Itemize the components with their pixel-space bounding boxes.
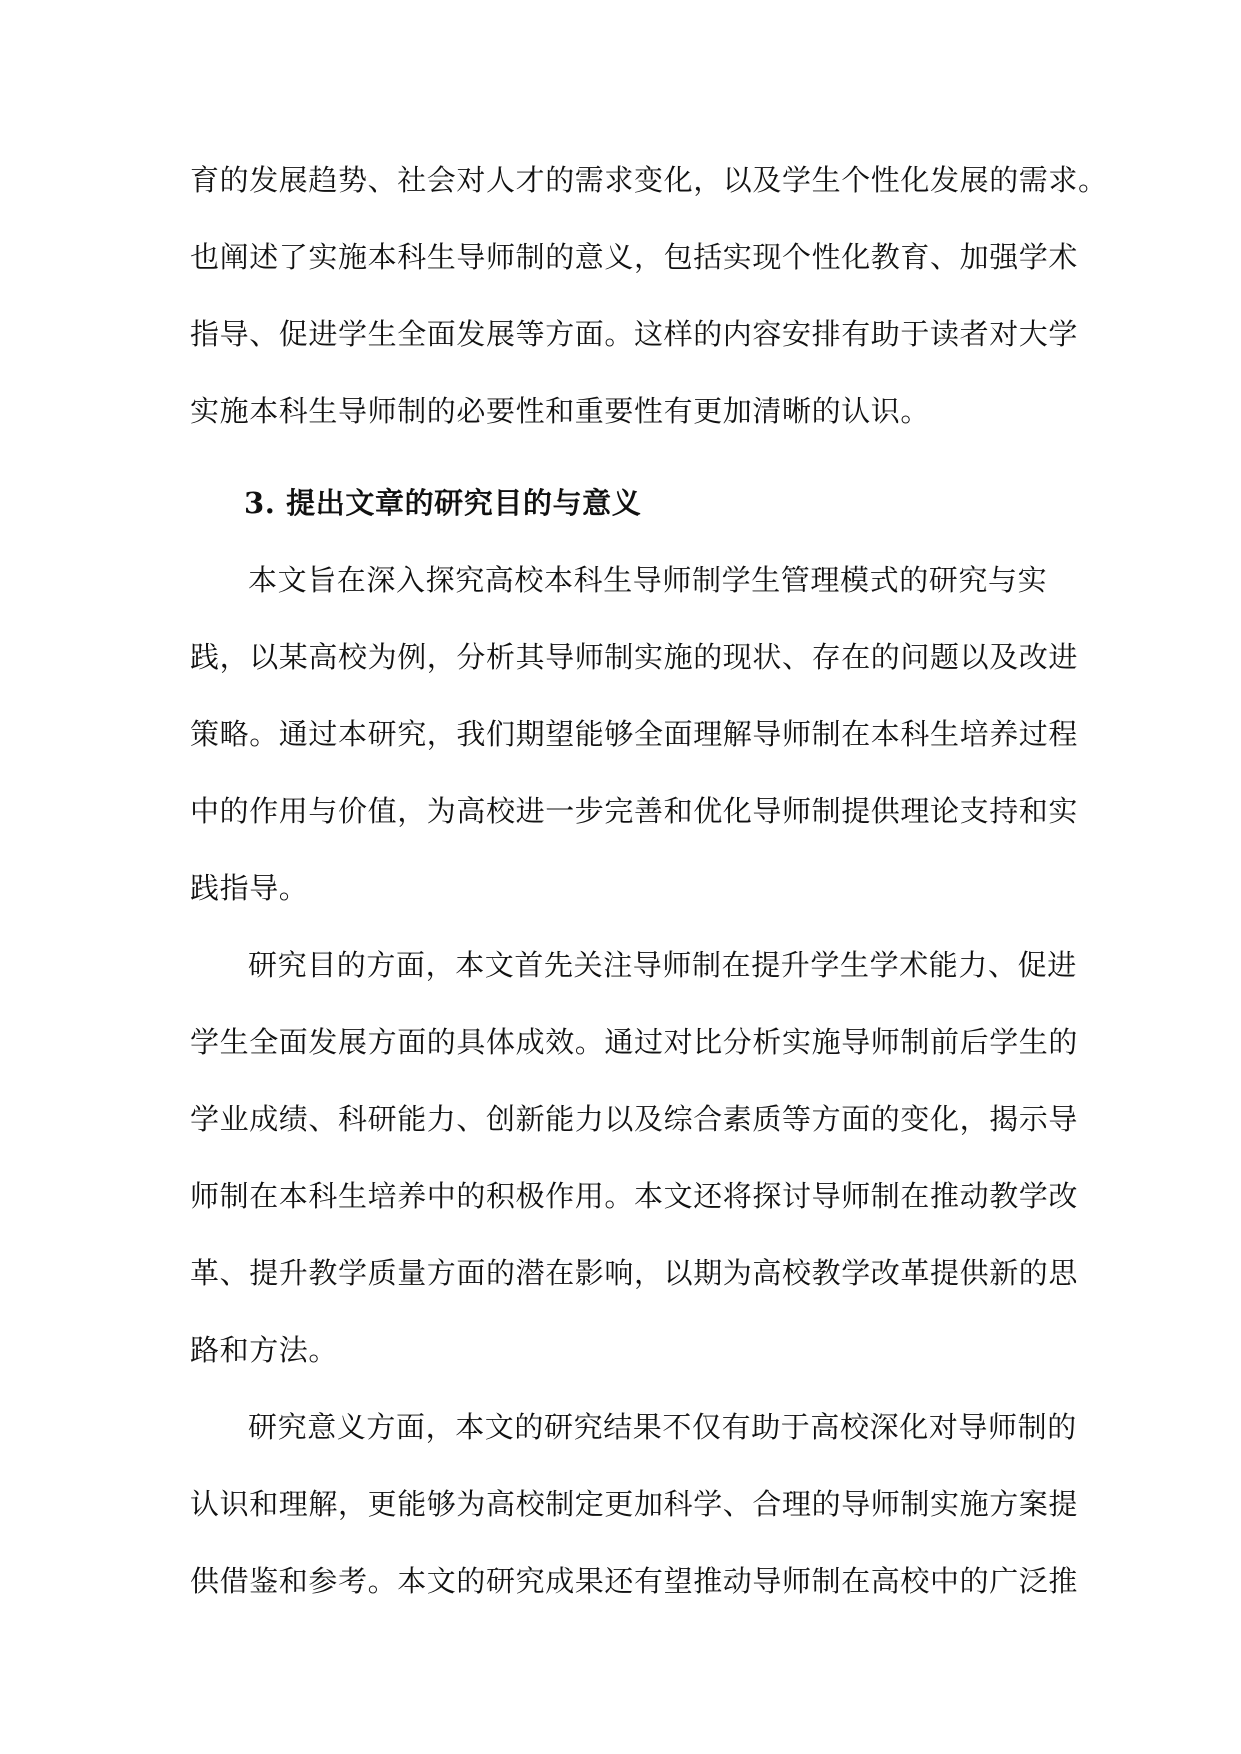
text-line: 指导、促进学生全面发展等方面。这样的内容安排有助于读者对大学 — [190, 317, 1079, 351]
text-line: 也阐述了实施本科生导师制的意义，包括实现个性化教育、加强学术 — [190, 240, 1079, 274]
text-line: 学业成绩、科研能力、创新能力以及综合素质等方面的变化，揭示导 — [190, 1102, 1079, 1136]
text-line: 认识和理解，更能够为高校制定更加科学、合理的导师制实施方案提 — [190, 1487, 1079, 1521]
paragraph-purpose — [190, 927, 1079, 1389]
paragraph-intro — [190, 542, 1079, 927]
section-heading: 3. 提出文章的研究目的与意义 — [244, 486, 642, 520]
text-line: 供借鉴和参考。本文的研究成果还有望推动导师制在高校中的广泛推 — [190, 1564, 1079, 1598]
text-line: 实施本科生导师制的必要性和重要性有更加清晰的认识。 — [190, 394, 931, 428]
text-line: 践，以某高校为例，分析其导师制实施的现状、存在的问题以及改进 — [190, 640, 1079, 674]
paragraph-previous — [190, 142, 1108, 450]
text-line: 研究意义方面，本文的研究结果不仅有助于高校深化对导师制的 — [248, 1410, 1077, 1444]
document-page — [190, 142, 1108, 1620]
text-line: 本文旨在深入探究高校本科生导师制学生管理模式的研究与实 — [248, 563, 1048, 597]
text-line: 学生全面发展方面的具体成效。通过对比分析实施导师制前后学生的 — [190, 1025, 1079, 1059]
text-line: 中的作用与价值，为高校进一步完善和优化导师制提供理论支持和实 — [190, 794, 1079, 828]
text-line: 育的发展趋势、社会对人才的需求变化，以及学生个性化发展的需求。 — [190, 163, 1108, 197]
text-line: 策略。通过本研究，我们期望能够全面理解导师制在本科生培养过程 — [190, 717, 1079, 751]
text-line: 践指导。 — [190, 871, 309, 905]
paragraph-significance — [190, 1389, 1079, 1620]
text-line: 路和方法。 — [190, 1333, 339, 1367]
text-line: 师制在本科生培养中的积极作用。本文还将探讨导师制在推动教学改 — [190, 1179, 1079, 1213]
text-line: 研究目的方面，本文首先关注导师制在提升学生学术能力、促进 — [248, 948, 1077, 982]
text-line: 革、提升教学质量方面的潜在影响，以期为高校教学改革提供新的思 — [190, 1256, 1079, 1290]
